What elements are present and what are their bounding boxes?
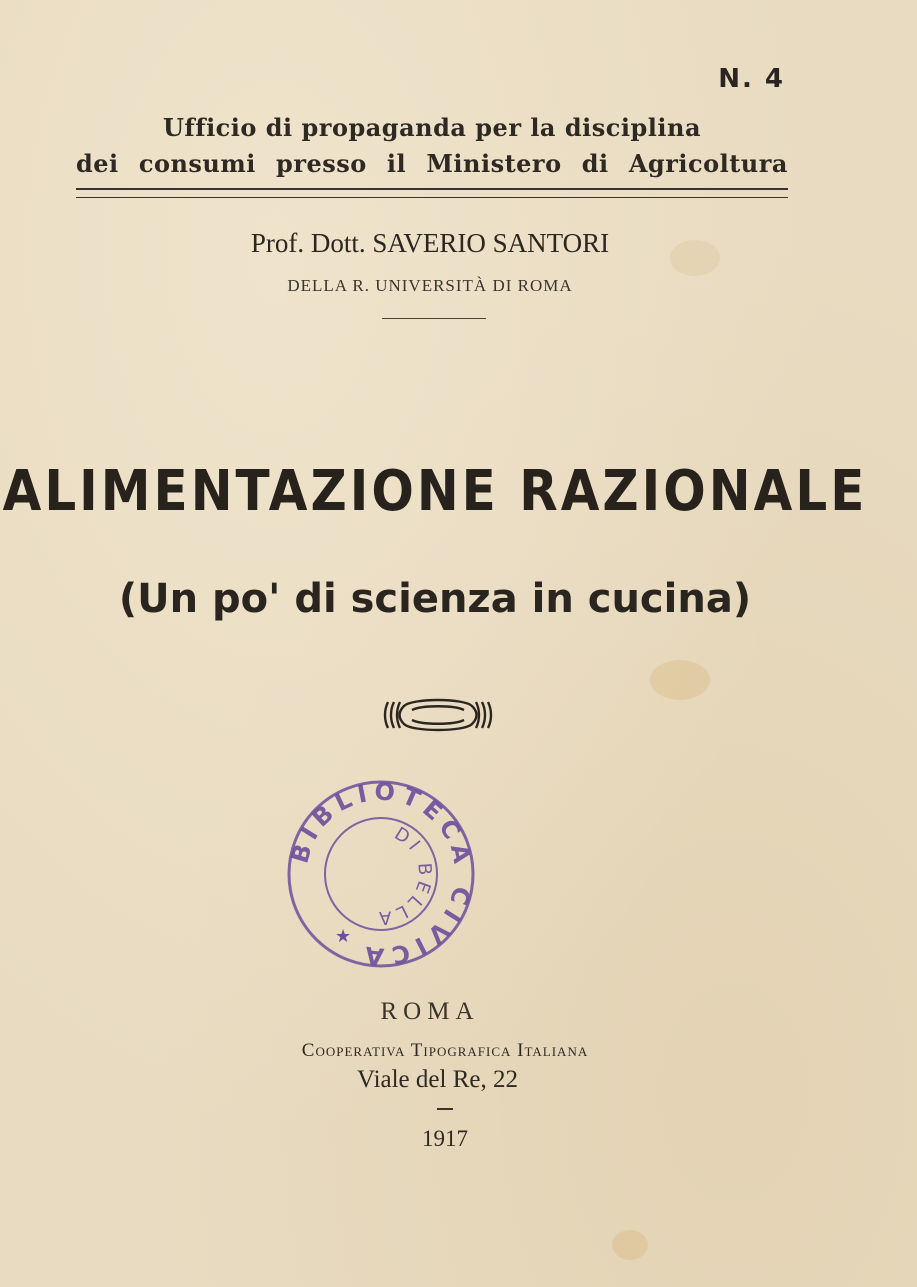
- office-word: Agricoltura: [628, 149, 788, 178]
- double-divider: [76, 188, 788, 198]
- imprint-publisher: Cooperativa Tipografica Italiana: [301, 1040, 589, 1061]
- stamp-inner-text: DI BELLA: [374, 823, 436, 929]
- office-line-1: Ufficio di propaganda per la disciplina: [162, 113, 701, 142]
- office-heading: [76, 110, 788, 182]
- stamp-outer-text: BIBLIOTECA CIVICA: [285, 777, 478, 971]
- series-number: N. 4: [718, 64, 785, 94]
- star-icon: ★: [335, 926, 352, 947]
- short-divider: [382, 318, 486, 319]
- ornament-icon: [382, 696, 494, 734]
- imprint-city: ROMA: [380, 998, 480, 1025]
- author-affiliation: DELLA R. UNIVERSITÀ DI ROMA: [287, 276, 573, 295]
- imprint-year: 1917: [422, 1126, 468, 1151]
- imprint-address: Viale del Re, 22: [357, 1066, 518, 1093]
- office-word: consumi: [138, 149, 256, 178]
- book-title: ALIMENTAZIONE RAZIONALE: [2, 458, 868, 524]
- paper-stain: [650, 660, 710, 700]
- paper-stain: [612, 1230, 648, 1260]
- library-stamp: [283, 776, 479, 972]
- book-subtitle: (Un po' di scienza in cucina): [118, 576, 752, 622]
- office-word: dei: [76, 149, 119, 178]
- office-word: di: [581, 149, 609, 178]
- author-name: Prof. Dott. SAVERIO SANTORI: [250, 228, 610, 258]
- imprint-dash: [437, 1108, 453, 1110]
- office-word: Ministero: [426, 149, 562, 178]
- office-word: il: [386, 149, 407, 178]
- office-line-2: [76, 146, 788, 182]
- office-word: presso: [276, 149, 367, 178]
